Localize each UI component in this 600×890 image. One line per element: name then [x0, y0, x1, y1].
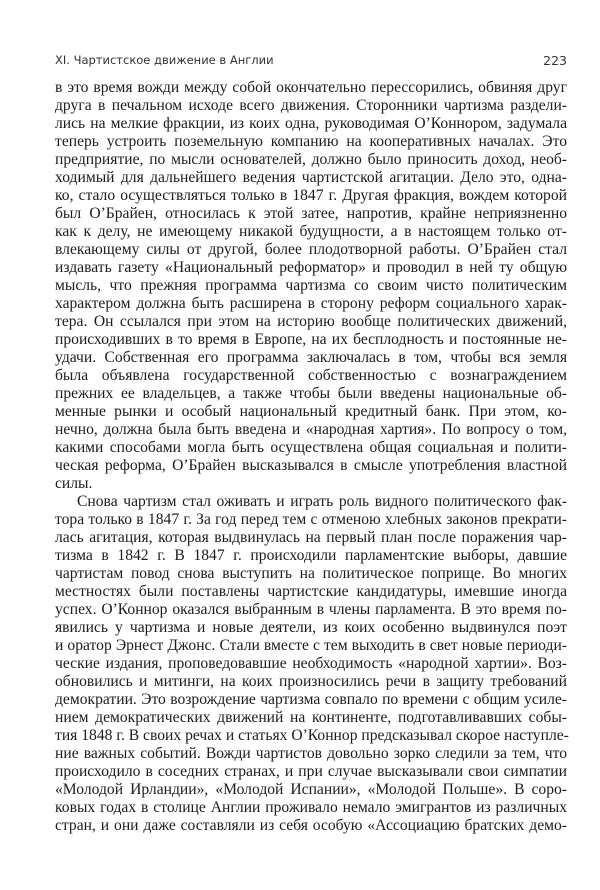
text-line: происходивших в то время в Европе, на их бесплодность и постоянные не-: [55, 331, 567, 348]
text-line: демократии. Это возрождение чартизма совпало по времени с общим усиле-: [55, 691, 567, 708]
text-line: мысль, что прежняя программа чартизма со своим чисто политическим: [55, 277, 567, 294]
text-line: и оратор Эрнест Джонс. Стали вместе с тем выходить в свет новые периоди-: [55, 637, 567, 654]
text-line: удачи. Собственная его программа заключалась в том, чтобы вся земля: [55, 349, 567, 366]
text-line: лись на мелкие фракции, из коих одна, руководимая О’Коннором, задумала: [55, 115, 567, 132]
text-line: тия 1848 г. В своих речах и статьях О’Коннор предсказывал скорое наступле-: [55, 727, 569, 744]
text-line: был О’Брайен, относилась к этой затее, напротив, крайне неприязненно: [55, 205, 567, 222]
text-line: обновились и митинги, на коих произносились речи в защиту требований: [55, 673, 567, 690]
text-line: ковых годах в столице Англии проживало немало эмигрантов из различных: [55, 799, 567, 816]
text-line: влекающему силы от другой, более плодотворной работы. О’Брайен стал: [55, 241, 567, 258]
text-line: Снова чартизм стал оживать и играть роль видного политического фак-: [77, 493, 567, 510]
running-header: [55, 53, 567, 71]
text-line: ко, стало осуществляться только в 1847 г. Другая фракция, вождем которой: [55, 187, 567, 204]
text-line: местностях были поставлены чартистские кандидатуры, имевшие иногда: [55, 583, 567, 600]
text-line: теперь устроить поземельную компанию на кооперативных началах. Это: [55, 133, 567, 150]
text-line: характером должна быть расширена в сторону реформ социального харак-: [55, 295, 567, 312]
text-line: менные рынки и особый национальный кредитный банк. При этом, ко-: [55, 403, 567, 420]
text-line: происходило в соседних странах, и при случае высказывали свои симпатии: [55, 763, 567, 780]
text-line: «Молодой Ирландии», «Молодой Испании», «Молодой Польше». В соро-: [55, 781, 567, 798]
text-line: нечно, должна была быть введена и «народная хартия». По вопросу о том,: [55, 421, 567, 438]
text-line: была объявлена государственной собственностью с вознаграждением: [55, 367, 567, 384]
text-line: ческие издания, проповедовавшие необходимость «народной хартии». Воз-: [55, 655, 567, 672]
text-line: тизма в 1842 г. В 1847 г. происходили парламентские выборы, давшие: [55, 547, 567, 564]
text-line: друга в печальном исходе всего движения. Сторонники чартизма раздели-: [55, 97, 567, 114]
text-line: издавать газету «Национальный реформатор» и проводил в ней ту общую: [55, 259, 567, 276]
body-text: [55, 79, 567, 835]
text-line: предприятие, по мысли основателей, должно было приносить доход, необ-: [55, 151, 567, 168]
text-line: силы.: [55, 475, 93, 492]
text-line: нием демократических движений на континенте, подготавливавших собы-: [55, 709, 567, 726]
text-line: тера. Он ссылался при этом на историю вообще политических движений,: [55, 313, 567, 330]
page-number: 223: [543, 53, 567, 68]
text-line: какими способами могла быть осуществлена общая социальная и полити-: [55, 439, 567, 456]
running-title: XI. Чартистское движение в Англии: [55, 53, 274, 67]
text-line: тора только в 1847 г. За год перед тем с отменою хлебных законов прекрати-: [55, 511, 567, 528]
text-line: явились у чартизма и новые деятели, из коих особенно выдвинулся поэт: [55, 619, 567, 636]
text-line: успех. О’Коннор оказался выбранным в члены парламента. В это время по-: [55, 601, 567, 618]
text-line: ходимый для дальнейшего ведения чартистской агитации. Дело это, одна-: [55, 169, 567, 186]
text-line: как к делу, не имеющему никакой будущности, а в настоящем только от-: [55, 223, 567, 240]
text-line: чартистам повод снова выступить на политическое поприще. Во многих: [55, 565, 567, 582]
text-line: в это время вожди между собой окончательно перессорились, обвиняя друг: [55, 79, 567, 96]
text-line: прежних ее владельцев, а также чтобы были введены национальные об-: [55, 385, 567, 402]
text-line: ческая реформа, О’Брайен высказывался в смысле употребления властной: [55, 457, 567, 474]
text-line: ние важных событий. Вожди чартистов довольно зорко следили за тем, что: [55, 745, 567, 762]
text-line: лась агитация, которая выдвинулась на первый план после поражения чар-: [55, 529, 567, 546]
text-line: стран, и они даже составляли из себя особую «Ассоциацию братских демо-: [55, 817, 567, 834]
